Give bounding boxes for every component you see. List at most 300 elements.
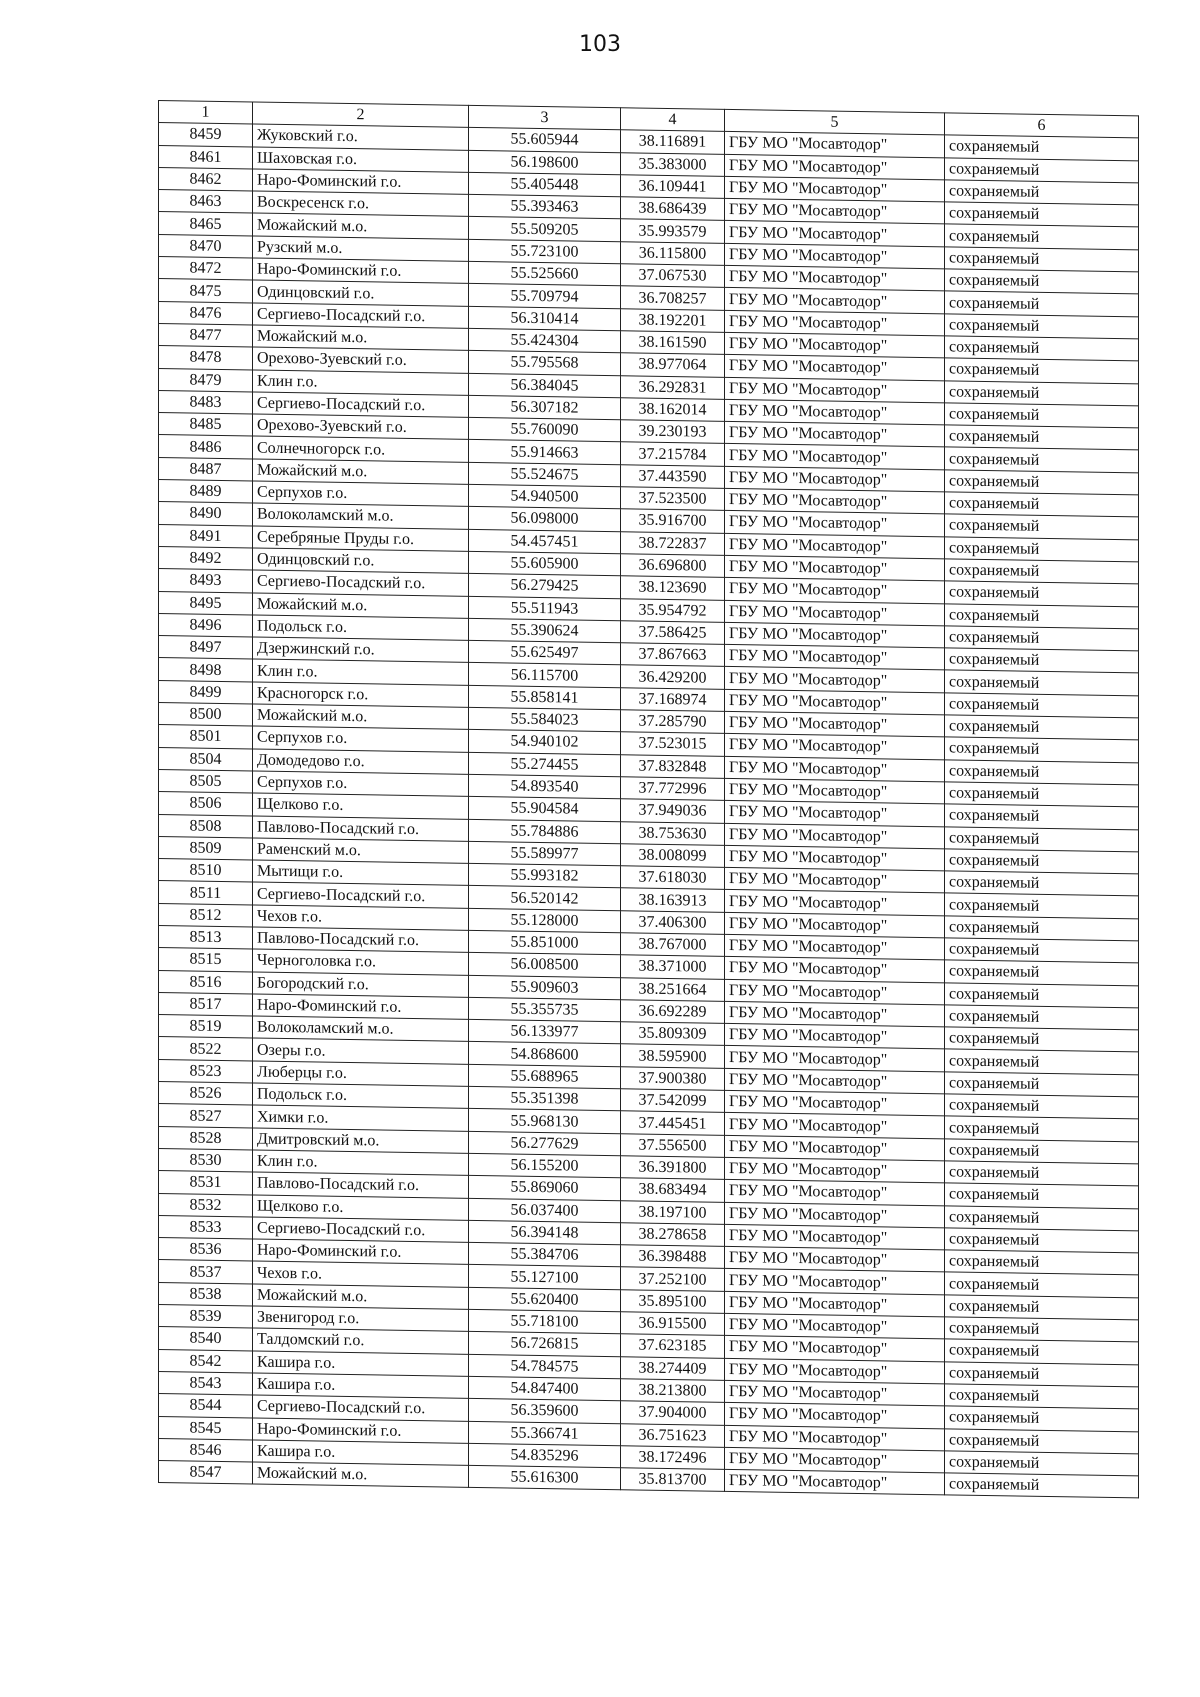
row-number-cell: 8498 [159, 658, 253, 682]
municipality-cell: Серпухов г.о. [253, 726, 469, 752]
latitude-cell: 55.405448 [469, 172, 621, 197]
latitude-cell: 56.133977 [469, 1020, 621, 1045]
owner-cell: ГБУ МО "Мосавтодор" [725, 1403, 945, 1429]
table-body [159, 123, 1139, 1499]
status-cell: сохраняемый [945, 670, 1139, 695]
longitude-cell: 37.523500 [621, 487, 725, 511]
longitude-cell: 37.900380 [621, 1067, 725, 1091]
owner-cell: ГБУ МО "Мосавтодор" [725, 288, 945, 314]
latitude-cell: 55.509205 [469, 217, 621, 242]
municipality-cell: Орехово-Зуевский г.о. [253, 347, 469, 373]
row-number-cell: 8509 [159, 836, 253, 860]
latitude-cell: 55.616300 [469, 1465, 621, 1490]
status-cell: сохраняемый [945, 715, 1139, 740]
row-number-cell: 8515 [159, 948, 253, 972]
status-cell: сохраняемый [945, 157, 1139, 182]
status-cell: сохраняемый [945, 982, 1139, 1007]
status-cell: сохраняемый [945, 1317, 1139, 1342]
row-number-cell: 8528 [159, 1126, 253, 1150]
status-cell: сохраняемый [945, 291, 1139, 316]
row-number-cell: 8510 [159, 859, 253, 883]
municipality-cell: Звенигород г.о. [253, 1306, 469, 1332]
row-number-cell: 8504 [159, 747, 253, 771]
longitude-cell: 37.556500 [621, 1133, 725, 1157]
latitude-cell: 56.394148 [469, 1220, 621, 1245]
municipality-cell: Волоколамский м.о. [253, 1016, 469, 1042]
column-header-4: 4 [621, 108, 725, 132]
longitude-cell: 38.163913 [621, 888, 725, 912]
latitude-cell: 56.198600 [469, 150, 621, 175]
row-number-cell: 8527 [159, 1104, 253, 1128]
status-cell: сохраняемый [945, 1161, 1139, 1186]
owner-cell: ГБУ МО "Мосавтодор" [725, 1425, 945, 1451]
longitude-cell: 36.696800 [621, 554, 725, 578]
owner-cell: ГБУ МО "Мосавтодор" [725, 1180, 945, 1206]
longitude-cell: 36.109441 [621, 175, 725, 199]
municipality-cell: Дзержинский г.о. [253, 637, 469, 663]
longitude-cell: 38.977064 [621, 353, 725, 377]
owner-cell: ГБУ МО "Мосавтодор" [725, 1358, 945, 1384]
row-number-cell: 8479 [159, 368, 253, 392]
status-cell: сохраняемый [945, 380, 1139, 405]
row-number-cell: 8532 [159, 1193, 253, 1217]
municipality-cell: Дмитровский м.о. [253, 1128, 469, 1154]
row-number-cell: 8500 [159, 703, 253, 727]
municipality-cell: Люберцы г.о. [253, 1061, 469, 1087]
latitude-cell: 55.993182 [469, 863, 621, 888]
status-cell: сохраняемый [945, 514, 1139, 539]
owner-cell: ГБУ МО "Мосавтодор" [725, 310, 945, 336]
municipality-cell: Клин г.о. [253, 1150, 469, 1176]
owner-cell: ГБУ МО "Мосавтодор" [725, 1380, 945, 1406]
latitude-cell: 56.726815 [469, 1332, 621, 1357]
latitude-cell: 55.784886 [469, 819, 621, 844]
status-cell: сохраняемый [945, 1384, 1139, 1409]
status-cell: сохраняемый [945, 492, 1139, 517]
status-cell: сохраняемый [945, 603, 1139, 628]
row-number-cell: 8477 [159, 323, 253, 347]
owner-cell: ГБУ МО "Мосавтодор" [725, 1068, 945, 1094]
status-cell: сохраняемый [945, 826, 1139, 851]
longitude-cell: 38.278658 [621, 1223, 725, 1247]
status-cell: сохраняемый [945, 1428, 1139, 1453]
municipality-cell: Химки г.о. [253, 1105, 469, 1131]
longitude-cell: 37.618030 [621, 866, 725, 890]
latitude-cell: 55.914663 [469, 440, 621, 465]
owner-cell: ГБУ МО "Мосавтодор" [725, 1247, 945, 1273]
longitude-cell: 37.443590 [621, 465, 725, 489]
column-header-5: 5 [725, 109, 945, 135]
row-number-cell: 8496 [159, 613, 253, 637]
municipality-cell: Кашира г.о. [253, 1351, 469, 1377]
latitude-cell: 55.393463 [469, 195, 621, 220]
row-number-cell: 8517 [159, 992, 253, 1016]
longitude-cell: 37.252100 [621, 1267, 725, 1291]
status-cell: сохраняемый [945, 960, 1139, 985]
latitude-cell: 54.868600 [469, 1042, 621, 1067]
row-number-cell: 8519 [159, 1015, 253, 1039]
longitude-cell: 37.867663 [621, 643, 725, 667]
registry-table [158, 100, 1139, 1499]
row-number-cell: 8511 [159, 881, 253, 905]
latitude-cell: 55.605900 [469, 551, 621, 576]
owner-cell: ГБУ МО "Мосавтодор" [725, 1291, 945, 1317]
latitude-cell: 55.127100 [469, 1265, 621, 1290]
status-cell: сохраняемый [945, 425, 1139, 450]
row-number-cell: 8461 [159, 145, 253, 169]
municipality-cell: Воскресенск г.о. [253, 191, 469, 217]
status-cell: сохраняемый [945, 759, 1139, 784]
status-cell: сохраняемый [945, 1250, 1139, 1275]
owner-cell: ГБУ МО "Мосавтодор" [725, 132, 945, 158]
row-number-cell: 8526 [159, 1082, 253, 1106]
owner-cell: ГБУ МО "Мосавтодор" [725, 1470, 945, 1496]
row-number-cell: 8470 [159, 234, 253, 258]
latitude-cell: 55.760090 [469, 418, 621, 443]
owner-cell: ГБУ МО "Мосавтодор" [725, 265, 945, 291]
latitude-cell: 56.307182 [469, 395, 621, 420]
status-cell: сохраняемый [945, 737, 1139, 762]
status-cell: сохраняемый [945, 135, 1139, 160]
row-number-cell: 8538 [159, 1282, 253, 1306]
row-number-cell: 8487 [159, 457, 253, 481]
status-cell: сохраняемый [945, 1339, 1139, 1364]
latitude-cell: 55.584023 [469, 707, 621, 732]
longitude-cell: 37.904000 [621, 1401, 725, 1425]
municipality-cell: Озеры г.о. [253, 1038, 469, 1064]
owner-cell: ГБУ МО "Мосавтодор" [725, 488, 945, 514]
owner-cell: ГБУ МО "Мосавтодор" [725, 845, 945, 871]
owner-cell: ГБУ МО "Мосавтодор" [725, 756, 945, 782]
municipality-cell: Можайский м.о. [253, 459, 469, 485]
latitude-cell: 55.851000 [469, 930, 621, 955]
longitude-cell: 38.123690 [621, 576, 725, 600]
owner-cell: ГБУ МО "Мосавтодор" [725, 1336, 945, 1362]
column-header-2: 2 [253, 102, 469, 128]
latitude-cell: 56.008500 [469, 953, 621, 978]
status-cell: сохраняемый [945, 1139, 1139, 1164]
latitude-cell: 55.384706 [469, 1243, 621, 1268]
municipality-cell: Волоколамский м.о. [253, 503, 469, 529]
owner-cell: ГБУ МО "Мосавтодор" [725, 823, 945, 849]
row-number-cell: 8459 [159, 123, 253, 147]
latitude-cell: 55.709794 [469, 284, 621, 309]
municipality-cell: Черноголовка г.о. [253, 949, 469, 975]
longitude-cell: 35.993579 [621, 219, 725, 243]
status-cell: сохраняемый [945, 1027, 1139, 1052]
municipality-cell: Наро-Фоминский г.о. [253, 994, 469, 1020]
longitude-cell: 38.251664 [621, 977, 725, 1001]
latitude-cell: 56.359600 [469, 1399, 621, 1424]
owner-cell: ГБУ МО "Мосавтодор" [725, 154, 945, 180]
municipality-cell: Сергиево-Посадский г.о. [253, 303, 469, 329]
owner-cell: ГБУ МО "Мосавтодор" [725, 466, 945, 492]
owner-cell: ГБУ МО "Мосавтодор" [725, 1157, 945, 1183]
municipality-cell: Наро-Фоминский г.о. [253, 1239, 469, 1265]
longitude-cell: 38.274409 [621, 1356, 725, 1380]
latitude-cell: 56.520142 [469, 886, 621, 911]
page-number: 103 [579, 32, 621, 57]
status-cell: сохраняемый [945, 224, 1139, 249]
row-number-cell: 8485 [159, 413, 253, 437]
status-cell: сохраняемый [945, 1094, 1139, 1119]
owner-cell: ГБУ МО "Мосавтодор" [725, 578, 945, 604]
status-cell: сохраняемый [945, 358, 1139, 383]
latitude-cell: 54.940500 [469, 484, 621, 509]
status-cell: сохраняемый [945, 916, 1139, 941]
owner-cell: ГБУ МО "Мосавтодор" [725, 934, 945, 960]
municipality-cell: Щелково г.о. [253, 1195, 469, 1221]
latitude-cell: 55.366741 [469, 1421, 621, 1446]
owner-cell: ГБУ МО "Мосавтодор" [725, 957, 945, 983]
row-number-cell: 8475 [159, 279, 253, 303]
municipality-cell: Подольск г.о. [253, 1083, 469, 1109]
owner-cell: ГБУ МО "Мосавтодор" [725, 1135, 945, 1161]
status-cell: сохраняемый [945, 626, 1139, 651]
municipality-cell: Кашира г.о. [253, 1373, 469, 1399]
owner-cell: ГБУ МО "Мосавтодор" [725, 355, 945, 381]
municipality-cell: Можайский м.о. [253, 213, 469, 239]
latitude-cell: 54.784575 [469, 1354, 621, 1379]
latitude-cell: 56.037400 [469, 1198, 621, 1223]
longitude-cell: 39.230193 [621, 420, 725, 444]
owner-cell: ГБУ МО "Мосавтодор" [725, 1024, 945, 1050]
latitude-cell: 55.355735 [469, 997, 621, 1022]
municipality-cell: Чехов г.о. [253, 1261, 469, 1287]
municipality-cell: Павлово-Посадский г.о. [253, 1172, 469, 1198]
status-cell: сохраняемый [945, 871, 1139, 896]
municipality-cell: Наро-Фоминский г.о. [253, 1418, 469, 1444]
municipality-cell: Богородский г.о. [253, 972, 469, 998]
municipality-cell: Подольск г.о. [253, 615, 469, 641]
longitude-cell: 38.722837 [621, 531, 725, 555]
municipality-cell: Серпухов г.о. [253, 771, 469, 797]
latitude-cell: 55.795568 [469, 351, 621, 376]
status-cell: сохраняемый [945, 1005, 1139, 1030]
municipality-cell: Чехов г.о. [253, 905, 469, 931]
status-cell: сохраняемый [945, 1072, 1139, 1097]
owner-cell: ГБУ МО "Мосавтодор" [725, 176, 945, 202]
latitude-cell: 55.524675 [469, 462, 621, 487]
longitude-cell: 35.383000 [621, 152, 725, 176]
row-number-cell: 8476 [159, 301, 253, 325]
latitude-cell: 55.723100 [469, 239, 621, 264]
longitude-cell: 37.445451 [621, 1111, 725, 1135]
latitude-cell: 55.589977 [469, 841, 621, 866]
owner-cell: ГБУ МО "Мосавтодор" [725, 689, 945, 715]
owner-cell: ГБУ МО "Мосавтодор" [725, 600, 945, 626]
owner-cell: ГБУ МО "Мосавтодор" [725, 1046, 945, 1072]
latitude-cell: 55.424304 [469, 328, 621, 353]
owner-cell: ГБУ МО "Мосавтодор" [725, 867, 945, 893]
longitude-cell: 35.954792 [621, 598, 725, 622]
longitude-cell: 37.623185 [621, 1334, 725, 1358]
row-number-cell: 8547 [159, 1461, 253, 1485]
longitude-cell: 38.683494 [621, 1178, 725, 1202]
owner-cell: ГБУ МО "Мосавтодор" [725, 243, 945, 269]
row-number-cell: 8531 [159, 1171, 253, 1195]
column-header-1: 1 [159, 101, 253, 125]
latitude-cell: 54.457451 [469, 529, 621, 554]
municipality-cell: Кашира г.о. [253, 1440, 469, 1466]
longitude-cell: 38.686439 [621, 197, 725, 221]
status-cell: сохраняемый [945, 693, 1139, 718]
row-number-cell: 8463 [159, 190, 253, 214]
latitude-cell: 56.098000 [469, 507, 621, 532]
row-number-cell: 8539 [159, 1305, 253, 1329]
row-number-cell: 8540 [159, 1327, 253, 1351]
municipality-cell: Домодедово г.о. [253, 749, 469, 775]
row-number-cell: 8530 [159, 1148, 253, 1172]
owner-cell: ГБУ МО "Мосавтодор" [725, 667, 945, 693]
municipality-cell: Жуковский г.о. [253, 124, 469, 150]
row-number-cell: 8486 [159, 435, 253, 459]
status-cell: сохраняемый [945, 336, 1139, 361]
row-number-cell: 8490 [159, 502, 253, 526]
owner-cell: ГБУ МО "Мосавтодор" [725, 645, 945, 671]
longitude-cell: 38.371000 [621, 955, 725, 979]
municipality-cell: Серпухов г.о. [253, 481, 469, 507]
owner-cell: ГБУ МО "Мосавтодор" [725, 622, 945, 648]
row-number-cell: 8497 [159, 636, 253, 660]
latitude-cell: 56.384045 [469, 373, 621, 398]
owner-cell: ГБУ МО "Мосавтодор" [725, 422, 945, 448]
municipality-cell: Сергиево-Посадский г.о. [253, 570, 469, 596]
latitude-cell: 55.718100 [469, 1309, 621, 1334]
row-number-cell: 8506 [159, 792, 253, 816]
municipality-cell: Можайский м.о. [253, 593, 469, 619]
latitude-cell: 55.869060 [469, 1176, 621, 1201]
municipality-cell: Наро-Фоминский г.о. [253, 258, 469, 284]
municipality-cell: Можайский м.о. [253, 1284, 469, 1310]
longitude-cell: 35.813700 [621, 1468, 725, 1492]
longitude-cell: 38.162014 [621, 398, 725, 422]
status-cell: сохраняемый [945, 247, 1139, 272]
latitude-cell: 55.620400 [469, 1287, 621, 1312]
row-number-cell: 8523 [159, 1059, 253, 1083]
status-cell: сохраняемый [945, 648, 1139, 673]
municipality-cell: Шаховская г.о. [253, 147, 469, 173]
status-cell: сохраняемый [945, 804, 1139, 829]
row-number-cell: 8533 [159, 1215, 253, 1239]
municipality-cell: Талдомский г.о. [253, 1328, 469, 1354]
latitude-cell: 55.968130 [469, 1109, 621, 1134]
longitude-cell: 37.406300 [621, 910, 725, 934]
owner-cell: ГБУ МО "Мосавтодор" [725, 1001, 945, 1027]
longitude-cell: 38.753630 [621, 821, 725, 845]
longitude-cell: 35.809309 [621, 1022, 725, 1046]
row-number-cell: 8546 [159, 1438, 253, 1462]
row-number-cell: 8492 [159, 546, 253, 570]
longitude-cell: 37.832848 [621, 754, 725, 778]
owner-cell: ГБУ МО "Мосавтодор" [725, 332, 945, 358]
longitude-cell: 37.542099 [621, 1089, 725, 1113]
latitude-cell: 56.279425 [469, 574, 621, 599]
latitude-cell: 55.511943 [469, 596, 621, 621]
latitude-cell: 56.277629 [469, 1131, 621, 1156]
longitude-cell: 36.115800 [621, 242, 725, 266]
status-cell: сохраняемый [945, 849, 1139, 874]
row-number-cell: 8483 [159, 390, 253, 414]
row-number-cell: 8493 [159, 569, 253, 593]
status-cell: сохраняемый [945, 581, 1139, 606]
row-number-cell: 8501 [159, 725, 253, 749]
latitude-cell: 55.274455 [469, 752, 621, 777]
status-cell: сохраняемый [945, 470, 1139, 495]
status-cell: сохраняемый [945, 1361, 1139, 1386]
longitude-cell: 38.197100 [621, 1200, 725, 1224]
longitude-cell: 37.772996 [621, 777, 725, 801]
latitude-cell: 55.128000 [469, 908, 621, 933]
municipality-cell: Мытищи г.о. [253, 860, 469, 886]
row-number-cell: 8472 [159, 257, 253, 281]
latitude-cell: 55.351398 [469, 1086, 621, 1111]
owner-cell: ГБУ МО "Мосавтодор" [725, 444, 945, 470]
longitude-cell: 38.767000 [621, 933, 725, 957]
longitude-cell: 38.161590 [621, 331, 725, 355]
owner-cell: ГБУ МО "Мосавтодор" [725, 399, 945, 425]
latitude-cell: 55.909603 [469, 975, 621, 1000]
status-cell: сохраняемый [945, 447, 1139, 472]
latitude-cell: 56.310414 [469, 306, 621, 331]
row-number-cell: 8462 [159, 167, 253, 191]
owner-cell: ГБУ МО "Мосавтодор" [725, 1269, 945, 1295]
municipality-cell: Сергиево-Посадский г.о. [253, 392, 469, 418]
status-cell: сохраняемый [945, 1183, 1139, 1208]
municipality-cell: Можайский м.о. [253, 325, 469, 351]
longitude-cell: 37.949036 [621, 799, 725, 823]
row-number-cell: 8495 [159, 591, 253, 615]
status-cell: сохраняемый [945, 1406, 1139, 1431]
row-number-cell: 8544 [159, 1394, 253, 1418]
longitude-cell: 36.391800 [621, 1156, 725, 1180]
owner-cell: ГБУ МО "Мосавтодор" [725, 555, 945, 581]
owner-cell: ГБУ МО "Мосавтодор" [725, 890, 945, 916]
status-cell: сохраняемый [945, 1116, 1139, 1141]
status-cell: сохраняемый [945, 314, 1139, 339]
longitude-cell: 36.708257 [621, 286, 725, 310]
row-number-cell: 8489 [159, 480, 253, 504]
status-cell: сохраняемый [945, 782, 1139, 807]
owner-cell: ГБУ МО "Мосавтодор" [725, 778, 945, 804]
row-number-cell: 8478 [159, 346, 253, 370]
longitude-cell: 38.116891 [621, 130, 725, 154]
longitude-cell: 38.213800 [621, 1379, 725, 1403]
latitude-cell: 56.155200 [469, 1153, 621, 1178]
status-cell: сохраняемый [945, 938, 1139, 963]
status-cell: сохраняемый [945, 893, 1139, 918]
longitude-cell: 37.285790 [621, 710, 725, 734]
longitude-cell: 36.915500 [621, 1312, 725, 1336]
status-cell: сохраняемый [945, 1272, 1139, 1297]
municipality-cell: Можайский м.о. [253, 1462, 469, 1488]
column-header-3: 3 [469, 105, 621, 130]
municipality-cell: Одинцовский г.о. [253, 548, 469, 574]
column-header-6: 6 [945, 113, 1139, 138]
owner-cell: ГБУ МО "Мосавтодор" [725, 711, 945, 737]
municipality-cell: Сергиево-Посадский г.о. [253, 882, 469, 908]
longitude-cell: 38.595900 [621, 1044, 725, 1068]
longitude-cell: 37.215784 [621, 442, 725, 466]
row-number-cell: 8516 [159, 970, 253, 994]
row-number-cell: 8505 [159, 769, 253, 793]
longitude-cell: 37.067530 [621, 264, 725, 288]
status-cell: сохраняемый [945, 1295, 1139, 1320]
row-number-cell: 8542 [159, 1349, 253, 1373]
longitude-cell: 38.172496 [621, 1446, 725, 1470]
status-cell: сохраняемый [945, 202, 1139, 227]
longitude-cell: 36.429200 [621, 665, 725, 689]
